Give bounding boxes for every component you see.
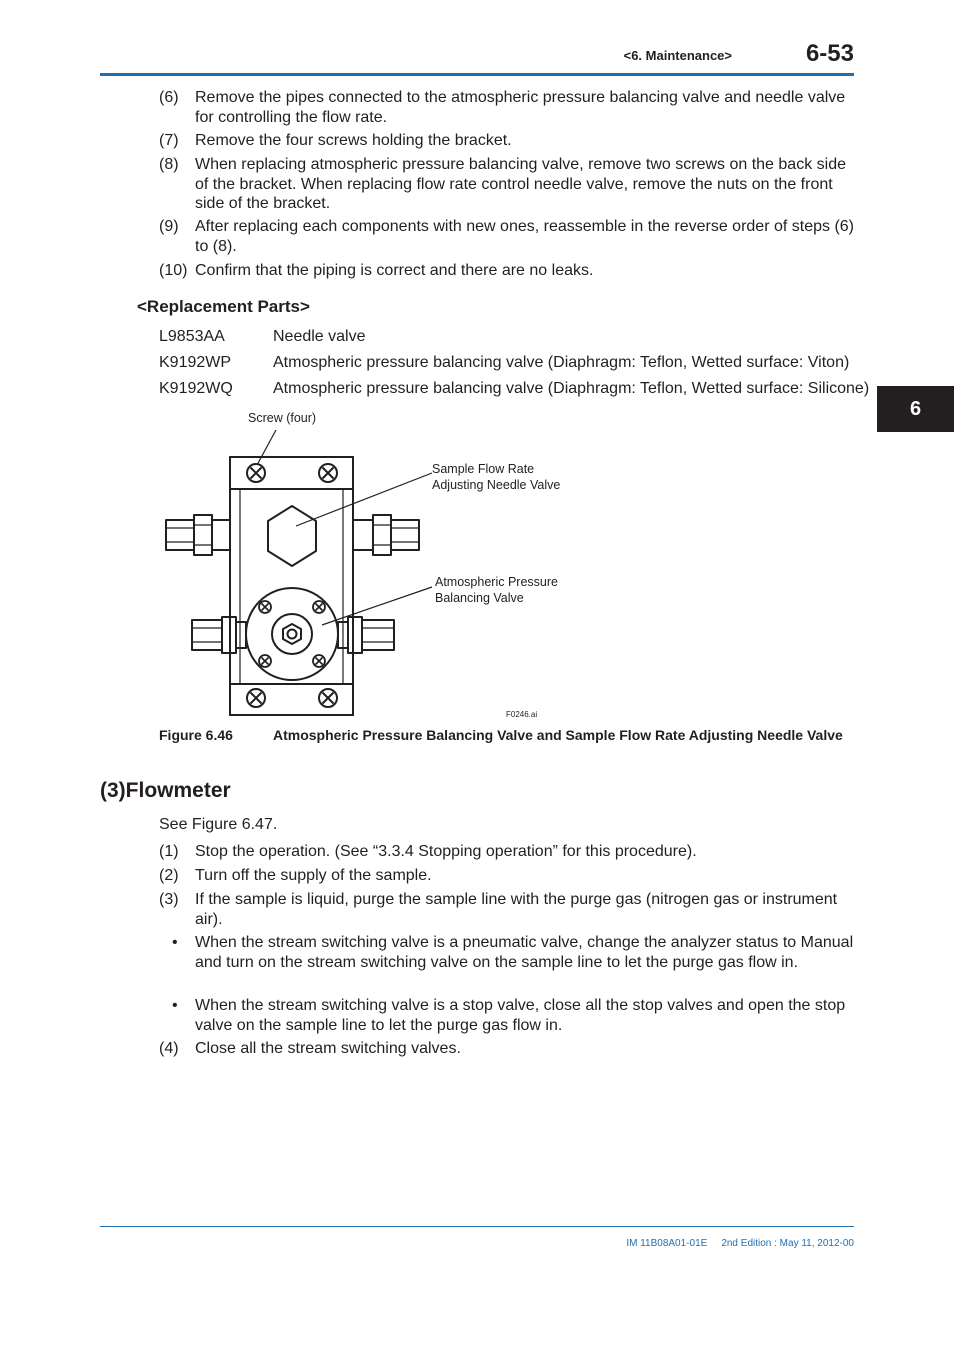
chapter-tab: 6	[877, 386, 954, 432]
edition-info: 2nd Edition : May 11, 2012-00	[721, 1238, 854, 1249]
upper-right-fitting	[353, 515, 419, 555]
bracket-screw	[247, 689, 265, 707]
bullet-marker: •	[172, 934, 178, 951]
needle-valve-hex	[268, 506, 316, 566]
footer	[560, 1238, 854, 1249]
footer-rule	[100, 1226, 854, 1227]
step-text: Close all the stream switching valves.	[195, 1040, 461, 1057]
balancing-valve-body	[246, 588, 338, 680]
part-description: Needle valve	[273, 328, 366, 345]
balancing-valve-nut	[283, 624, 301, 644]
step-text: Remove the pipes connected to the atmospheric pressure balancing valve and needle valve for controlling the flow rate.	[195, 89, 846, 126]
step-text: When replacing atmospheric pressure balancing valve, remove two screws on the back side of the bracket. When replacing flow rate control needle valve, remove the nuts on the front side of the bracket.	[195, 156, 846, 212]
lower-right-fitting	[338, 617, 394, 653]
bracket-screw	[247, 464, 265, 482]
step-text: After replacing each components with new ones, reassemble in the reverse order of steps (6) to (8).	[195, 218, 854, 255]
step-number: (8)	[159, 156, 179, 173]
step-number: (10)	[159, 262, 188, 279]
balancing-valve-label-line2: Balancing Valve	[435, 591, 524, 605]
step-text: Turn off the supply of the sample.	[195, 867, 432, 884]
header-section-title: <6. Maintenance>	[623, 48, 732, 63]
section-heading: (3)Flowmeter	[100, 779, 231, 802]
part-description: Atmospheric pressure balancing valve (Diaphragm: Teflon, Wetted surface: Viton)	[273, 354, 850, 371]
lower-left-fitting	[192, 617, 246, 653]
section-intro: See Figure 6.47.	[159, 816, 278, 833]
screw-label: Screw (four)	[248, 411, 317, 425]
valve-screw	[259, 601, 271, 613]
document-id: IM 11B08A01-01E	[626, 1238, 708, 1249]
bracket-screw	[319, 464, 337, 482]
step-number: (4)	[159, 1040, 179, 1057]
needle-valve-label-line2: Adjusting Needle Valve	[432, 478, 561, 492]
balancing-valve-boss	[272, 614, 312, 654]
valve-screw	[259, 655, 271, 667]
needle-valve-leader-line	[296, 473, 432, 526]
screw-leader-line	[257, 430, 276, 465]
part-code: L9853AA	[159, 328, 225, 345]
bullet-text: When the stream switching valve is a pneumatic valve, change the analyzer status to Manual and turn on the stream switching valve on the sample line to let the purge gas flow in.	[195, 934, 854, 971]
step-number: (3)	[159, 891, 179, 908]
replacement-parts-heading: <Replacement Parts>	[137, 297, 310, 316]
figure-caption-number: Figure 6.46	[159, 727, 233, 743]
upper-left-fitting	[166, 515, 230, 555]
figure-file-id: F0246.ai	[506, 710, 538, 719]
part-code: K9192WP	[159, 354, 232, 371]
figure-caption-text: Atmospheric Pressure Balancing Valve and Sample Flow Rate Adjusting Needle Valve	[273, 727, 843, 743]
step-text: Remove the four screws holding the bracket.	[195, 132, 512, 149]
valve-screw	[313, 655, 325, 667]
bracket-outline	[230, 457, 353, 715]
page-number: 6-53	[805, 40, 854, 67]
step-number: (2)	[159, 867, 179, 884]
step-number: (9)	[159, 218, 179, 235]
step-number: (6)	[159, 89, 179, 106]
bracket-screw	[319, 689, 337, 707]
step-text: Confirm that the piping is correct and there are no leaks.	[195, 262, 594, 279]
step-number: (7)	[159, 132, 179, 149]
bullet-marker: •	[172, 997, 178, 1014]
bullet-text: When the stream switching valve is a stop valve, close all the stop valves and open the stop valve on the sample line to let the purge gas flow in.	[195, 997, 846, 1034]
needle-valve-label-line1: Sample Flow Rate	[432, 462, 535, 476]
valve-screw	[313, 601, 325, 613]
step-number: (1)	[159, 843, 179, 860]
step-text: If the sample is liquid, purge the sample line with the purge gas (nitrogen gas or instrument air).	[195, 891, 838, 928]
part-code: K9192WQ	[159, 380, 233, 397]
step-text: Stop the operation. (See “3.3.4 Stopping operation” for this procedure).	[195, 843, 697, 860]
part-description: Atmospheric pressure balancing valve (Diaphragm: Teflon, Wetted surface: Silicone)	[273, 380, 870, 397]
balancing-valve-label-line1: Atmospheric Pressure	[435, 575, 558, 589]
